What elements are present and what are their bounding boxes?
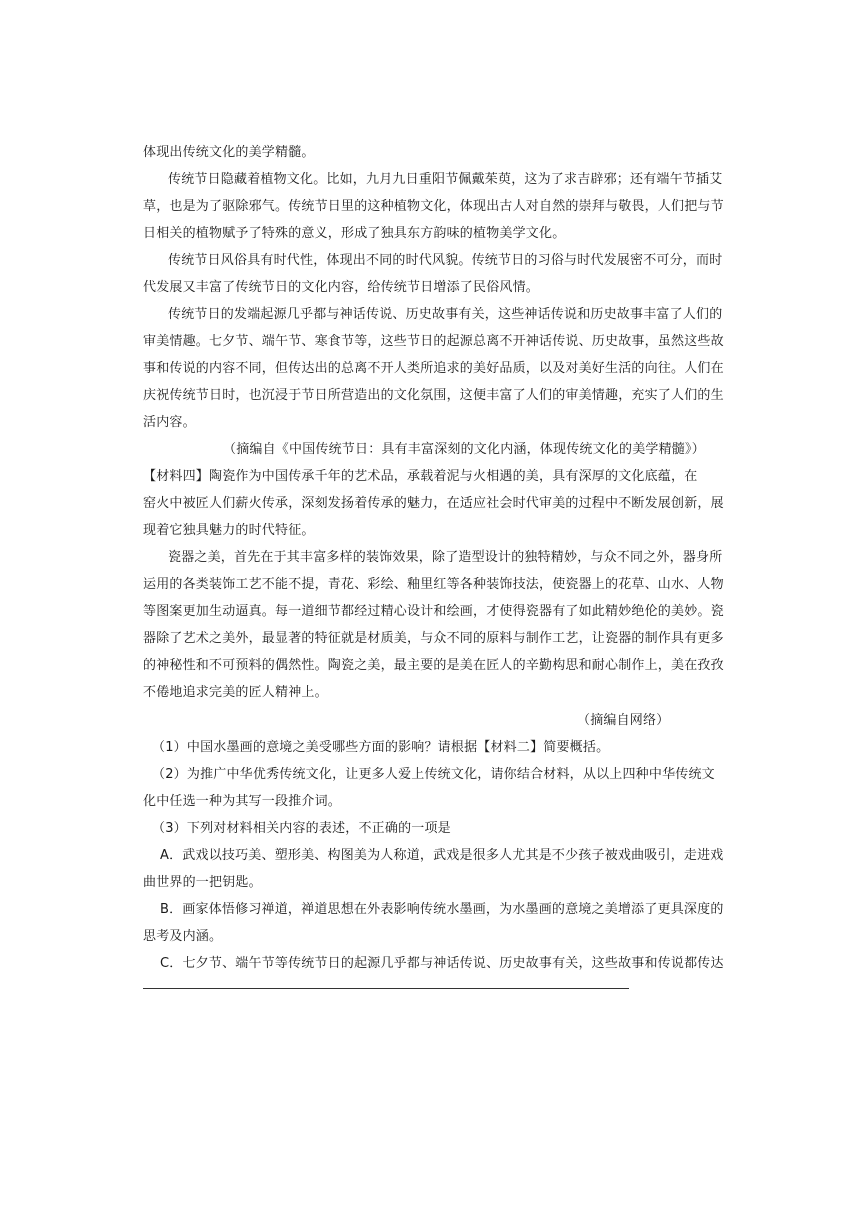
text-line: 瓷器之美，首先在于其丰富多样的装饰效果，除了造型设计的独特精妙，与众不同之外，器身所 xyxy=(168,550,723,565)
text-line: 的神秘性和不可预料的偶然性。陶瓷之美，最主要的是美在匠人的辛勤构思和耐心制作上，美在孜孜 xyxy=(143,658,724,673)
text-line: 事和传说的内容不同，但传达出的总离不开人类所追求的美好品质，以及对美好生活的向往。人们在 xyxy=(143,361,724,376)
text-line: 器除了艺术之美外，最显著的特征就是材质美，与众不同的原料与制作工艺，让瓷器的制作具有更多 xyxy=(143,631,724,646)
text-line: 传统节日风俗具有时代性，体现出不同的时代风貌。传统节日的习俗与时代发展密不可分，而时 xyxy=(168,253,723,268)
text-line: 代发展又丰富了传统节日的文化内容，给传统节日增添了民俗风情。 xyxy=(143,280,540,295)
option-line: 思考及内涵。 xyxy=(143,929,223,944)
option-line: C．七夕节、端午节等传统节日的起源几乎都与神话传说、历史故事有关，这些故事和传说都传达 xyxy=(160,956,724,971)
text-line: 等图案更加生动逼真。每一道细节都经过精心设计和绘画，才使得瓷器有了如此精妙绝伦的美妙。瓷 xyxy=(143,604,724,619)
text-line: 体现出传统文化的美学精髓。 xyxy=(143,145,315,160)
option-line: 曲世界的一把钥匙。 xyxy=(143,875,262,890)
text-line: 运用的各类装饰工艺不能不提，青花、彩绘、釉里红等各种装饰技法，使瓷器上的花草、山水、人物 xyxy=(143,577,724,592)
text-line: 现着它独具魅力的时代特征。 xyxy=(143,523,315,538)
option-line: A．武戏以技巧美、塑形美、构图美为人称道，武戏是很多人尤其是不少孩子被戏曲吸引，走进戏 xyxy=(160,848,724,863)
question-line: （1）中国水墨画的意境之美受哪些方面的影响？请根据【材料二】简要概括。 xyxy=(152,740,610,755)
text-line: 传统节日的发端起源几乎都与神话传说、历史故事有关，这些神话传说和历史故事丰富了人们的 xyxy=(168,307,723,322)
text-line: 活内容。 xyxy=(143,415,196,430)
text-line: 审美情趣。七夕节、端午节、寒食节等，这些节日的起源总离不开神话传说、历史故事，虽然这些故 xyxy=(143,334,724,349)
text-line: 不倦地追求完美的匠人精神上。 xyxy=(143,685,328,700)
text-line: 日相关的植物赋予了特殊的意义，形成了独具东方韵味的植物美学文化。 xyxy=(143,226,566,241)
text-line: 草，也是为了驱除邪气。传统节日里的这种植物文化，体现出古人对自然的崇拜与敬畏，人们把与节 xyxy=(143,199,724,214)
page-divider xyxy=(143,988,629,989)
text-line: 传统节日隐藏着植物文化。比如，九月九日重阳节佩戴茱萸，这为了求吉辟邪；还有端午节插艾 xyxy=(168,172,723,187)
source-citation: （摘编自网络） xyxy=(577,713,670,728)
question-line: （2）为推广中华优秀传统文化，让更多人爱上传统文化，请你结合材料，从以上四种中华传统文 xyxy=(152,767,715,782)
text-line: 庆祝传统节日时，也沉浸于节日所营造出的文化氛围，这便丰富了人们的审美情趣，充实了人们的生 xyxy=(143,388,724,403)
text-line: 【材料四】陶瓷作为中国传承千年的艺术品，承载着泥与火相遇的美，具有深厚的文化底蕴，在 xyxy=(143,469,698,484)
text-line: 窑火中被匠人们薪火传承，深刻发扬着传承的魅力，在适应社会时代审美的过程中不断发展创新，展 xyxy=(143,496,724,511)
question-line: 化中任选一种为其写一段推介词。 xyxy=(143,794,342,809)
option-line: B．画家体悟修习禅道，禅道思想在外表影响传统水墨画，为水墨画的意境之美增添了更具深度的 xyxy=(160,902,724,917)
source-citation: （摘编自《中国传统节日：具有丰富深刻的文化内涵，体现传统文化的美学精髓》） xyxy=(223,442,705,457)
question-line: （3）下列对材料相关内容的表述，不正确的一项是 xyxy=(152,821,451,836)
